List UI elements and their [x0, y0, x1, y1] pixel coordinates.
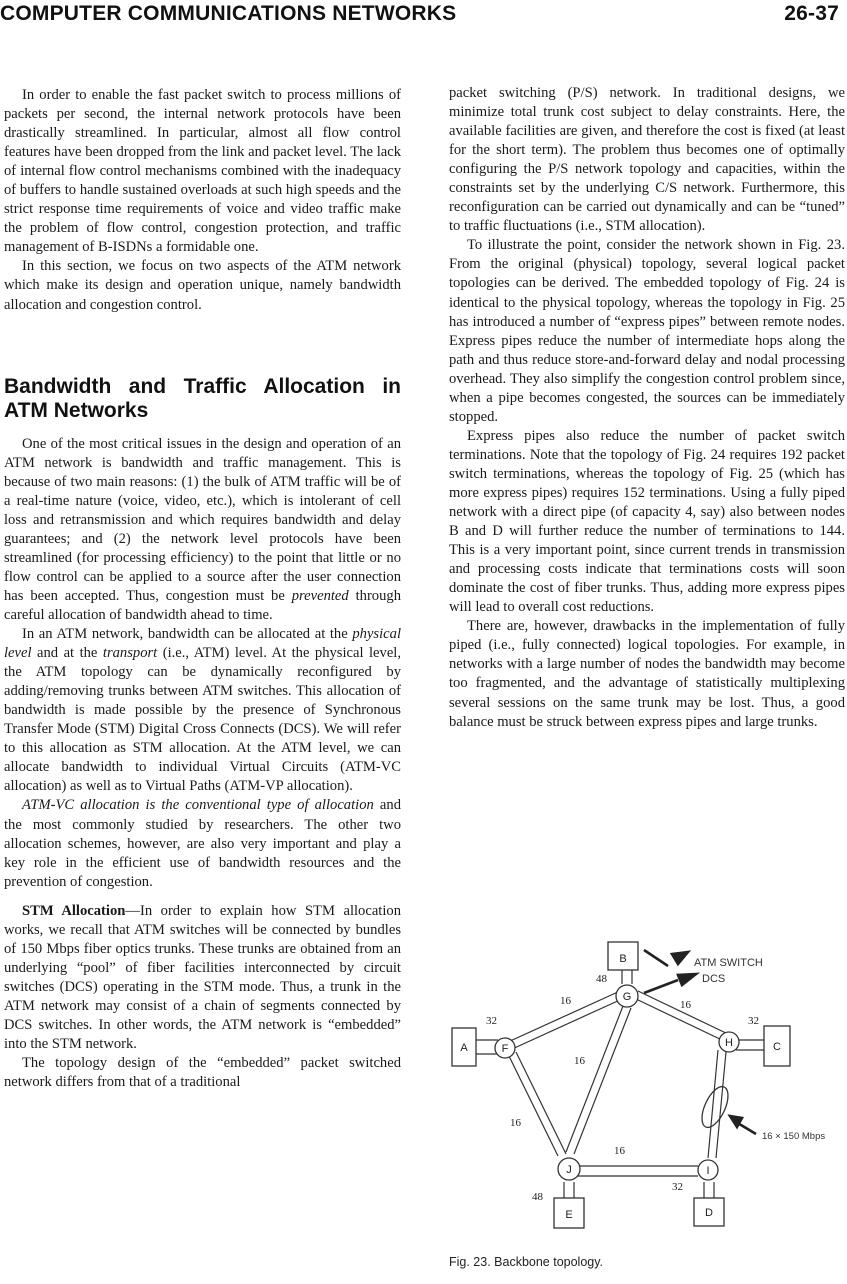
paragraph: To illustrate the point, consider the network shown in Fig. 23. From the original (physical) topology, several logical packet topologies can be derived. The embedded topology of Fig. 24 is identical to the physical topology, whereas the topology in Fig. 25 has introduced a number of “express pipes” between remote nodes. Express pipes reduce the number of intermediate hops along the path and thus reduce store-and-forward delay and nodal processing overhead. They also simplify the congestion control problem since, when a pipe becomes congested, the sources can be immediately stopped.: [449, 237, 845, 425]
node-label-h: H: [725, 1037, 733, 1049]
trunk-h-i: [708, 1050, 718, 1158]
section-heading: Bandwidth and Traffic Allocation in ATM Networks: [4, 374, 401, 422]
paragraph: [4, 435, 401, 625]
dcs-arrowhead: [678, 974, 696, 985]
emphasis: physical level: [4, 626, 401, 662]
atm-switch-arrowhead: [672, 952, 688, 964]
capacity-a-f: 32: [486, 1015, 497, 1027]
capacity-g-j: 16: [574, 1055, 585, 1067]
bundle-ellipse: [697, 1083, 734, 1131]
node-label-f: F: [501, 1043, 509, 1055]
emphasis: prevented: [291, 587, 349, 604]
capacity-b-g: 48: [596, 973, 607, 985]
trunk-g-j: [566, 1006, 623, 1152]
backbone-topology-figure: [446, 940, 846, 1260]
capacity-g-h: 16: [680, 999, 691, 1011]
node-label-e: E: [565, 1209, 573, 1221]
trunk-f-j: [508, 1054, 558, 1156]
paragraph: In order to enable the fast packet switch to process millions of packets per second, the internal network protocols have been drastically streamlined. In particular, almost all flow control features have been dropped from the link and packet level. The lack of internal flow control mechanisms combined with the inadequacy of buffers to handle sustained overloads at such high speeds and the strict response time requirements of voice and video traffic make the problem of flow control, congestion protection, and traffic management of B-ISDNs a formidable one.: [4, 87, 401, 256]
paragraph: There are, however, drawbacks in the implementation of fully piped (i.e., fully connected) logical topologies. For example, in networks with a large number of nodes the bandwidth may become too fragmented, and the advantage of statistically multiplexing several sessions on the same trunk may be lost. Thus, a good balance must be struck between express pipes and large trunks.: [449, 618, 845, 730]
paragraph: [4, 796, 401, 891]
node-label-g: G: [622, 991, 632, 1003]
page-header: [0, 0, 847, 30]
figure-caption: Fig. 23. Backbone topology.: [449, 1255, 604, 1269]
capacity-f-j: 16: [510, 1117, 521, 1129]
paragraph: packet switching (P/S) network. In traditional designs, we minimize total trunk cost subject to delay constraints. Here, the available facilities are given, and therefore the cost is fixed (at least for the short term). The problem thus becomes one of optimally configuring the P/S network topology and capacities, within the constraints set by the underlying C/S network. Furthermore, this reconfiguration can be carried out dynamically and can be “tuned” to traffic fluctuations (i.e., STM allocation).: [449, 85, 845, 235]
capacity-j-i: 16: [614, 1145, 625, 1157]
text-run: and the most commonly studied by researchers. The other two allocation schemes, however, are also very important and play a key role in the efficient use of bandwidth resources and the prevention of congestion.: [4, 797, 401, 890]
atm-switch-arrow: [644, 950, 668, 966]
text-run: through careful allocation of bandwidth ahead to time.: [4, 587, 401, 623]
emphasis: ATM-VC allocation is the conventional type of allocation: [22, 797, 374, 814]
paragraph: [4, 625, 401, 796]
atm-switch-annotation: ATM SWITCH: [694, 957, 763, 969]
bundle-annotation: 16 × 150 Mbps: [762, 1131, 826, 1142]
emphasis: transport: [102, 645, 158, 662]
node-label-a: A: [460, 1042, 468, 1054]
text-run: (i.e., ATM) level. At the physical level, the ATM topology can be dynamically reconfigured by adding/removing trunks between ATM switches. This allocation of bandwidth is made possible by the presence of Synchronous Transfer Mode (STM) Digital Cross Connects (DCS). We will refer to this allocation as STM allocation. At the ATM level, we can allocate bandwidth to individual Virtual Circuits (ATM-VC allocation) as well as to Virtual Paths (ATM-VP allocation).: [4, 645, 402, 795]
capacity-e-j: 48: [532, 1191, 543, 1203]
node-label-j: J: [566, 1164, 572, 1176]
capacity-d-i: 32: [672, 1181, 683, 1193]
text-run: In an ATM network, bandwidth can be allocated at the: [22, 626, 348, 643]
paragraph: The topology design of the “embedded” packet switched network differs from that of a traditional: [4, 1055, 401, 1091]
text-run: —In order to explain how STM allocation works, we recall that ATM switches will be connected by bundles of 150 Mbps fiber optics trunks. These trunks are obtained from an underlying “pool” of fiber facilities interconnected by circuit switches (DCS) operating in the STM mode. Thus, a trunk in the ATM network may consist of a chain of segments connected by DCS switches. In other words, the ATM network is “embedded” into the STM network.: [4, 902, 402, 1053]
run-in-heading: STM Allocation: [22, 902, 126, 919]
trunk-g-h: [638, 991, 728, 1034]
capacity-f-g: 16: [560, 995, 571, 1007]
topology-diagram: [446, 940, 846, 1260]
text-run: and at the: [37, 645, 98, 662]
dcs-annotation: DCS: [702, 973, 726, 985]
node-label-d: D: [705, 1207, 713, 1219]
paragraph: [4, 902, 401, 1054]
node-label-c: C: [773, 1041, 781, 1053]
text-run: One of the most critical issues in the design and operation of an ATM network is bandwidth and traffic management. This is because of two main reasons: (1) the bulk of ATM traffic will be of a real-time nature (voice, video, etc.), which is intolerant of cell loss and retransmission and which requires bandwidth and delay guarantees; and (2) the network level protocols have been streamlined (for processing efficiency) to the point that little or no flow control can be applied to a source after the user connection has been accepted. Thus, congestion must be: [4, 435, 401, 604]
paragraph: Express pipes also reduce the number of packet switch terminations. Note that the topology of Fig. 24 requires 192 packet switch terminations, whereas the topology of Fig. 25 (which has more express pipes) requires 152 terminations. Using a fully piped network with a direct pipe (of capacity 4, say) also between nodes B and D will further reduce the number of terminations to 144. This is a very important point, since current trends in transmission and processing costs indicate that terminations costs will soon dominate the cost of fiber trunks. Thus, adding more express pipes will lead to overall cost reductions.: [449, 427, 845, 616]
capacity-c-h: 32: [748, 1015, 759, 1027]
node-label-i: I: [706, 1165, 710, 1177]
paragraph: In this section, we focus on two aspects of the ATM network which make its design and operation unique, namely bandwidth allocation and congestion control.: [4, 258, 401, 313]
running-title: COMPUTER COMMUNICATIONS NETWORKS: [0, 2, 457, 25]
page-number: 26-37: [784, 2, 839, 25]
left-column: [4, 86, 401, 1092]
dcs-arrow: [644, 980, 678, 993]
node-label-b: B: [619, 953, 627, 965]
right-column: [449, 84, 845, 732]
